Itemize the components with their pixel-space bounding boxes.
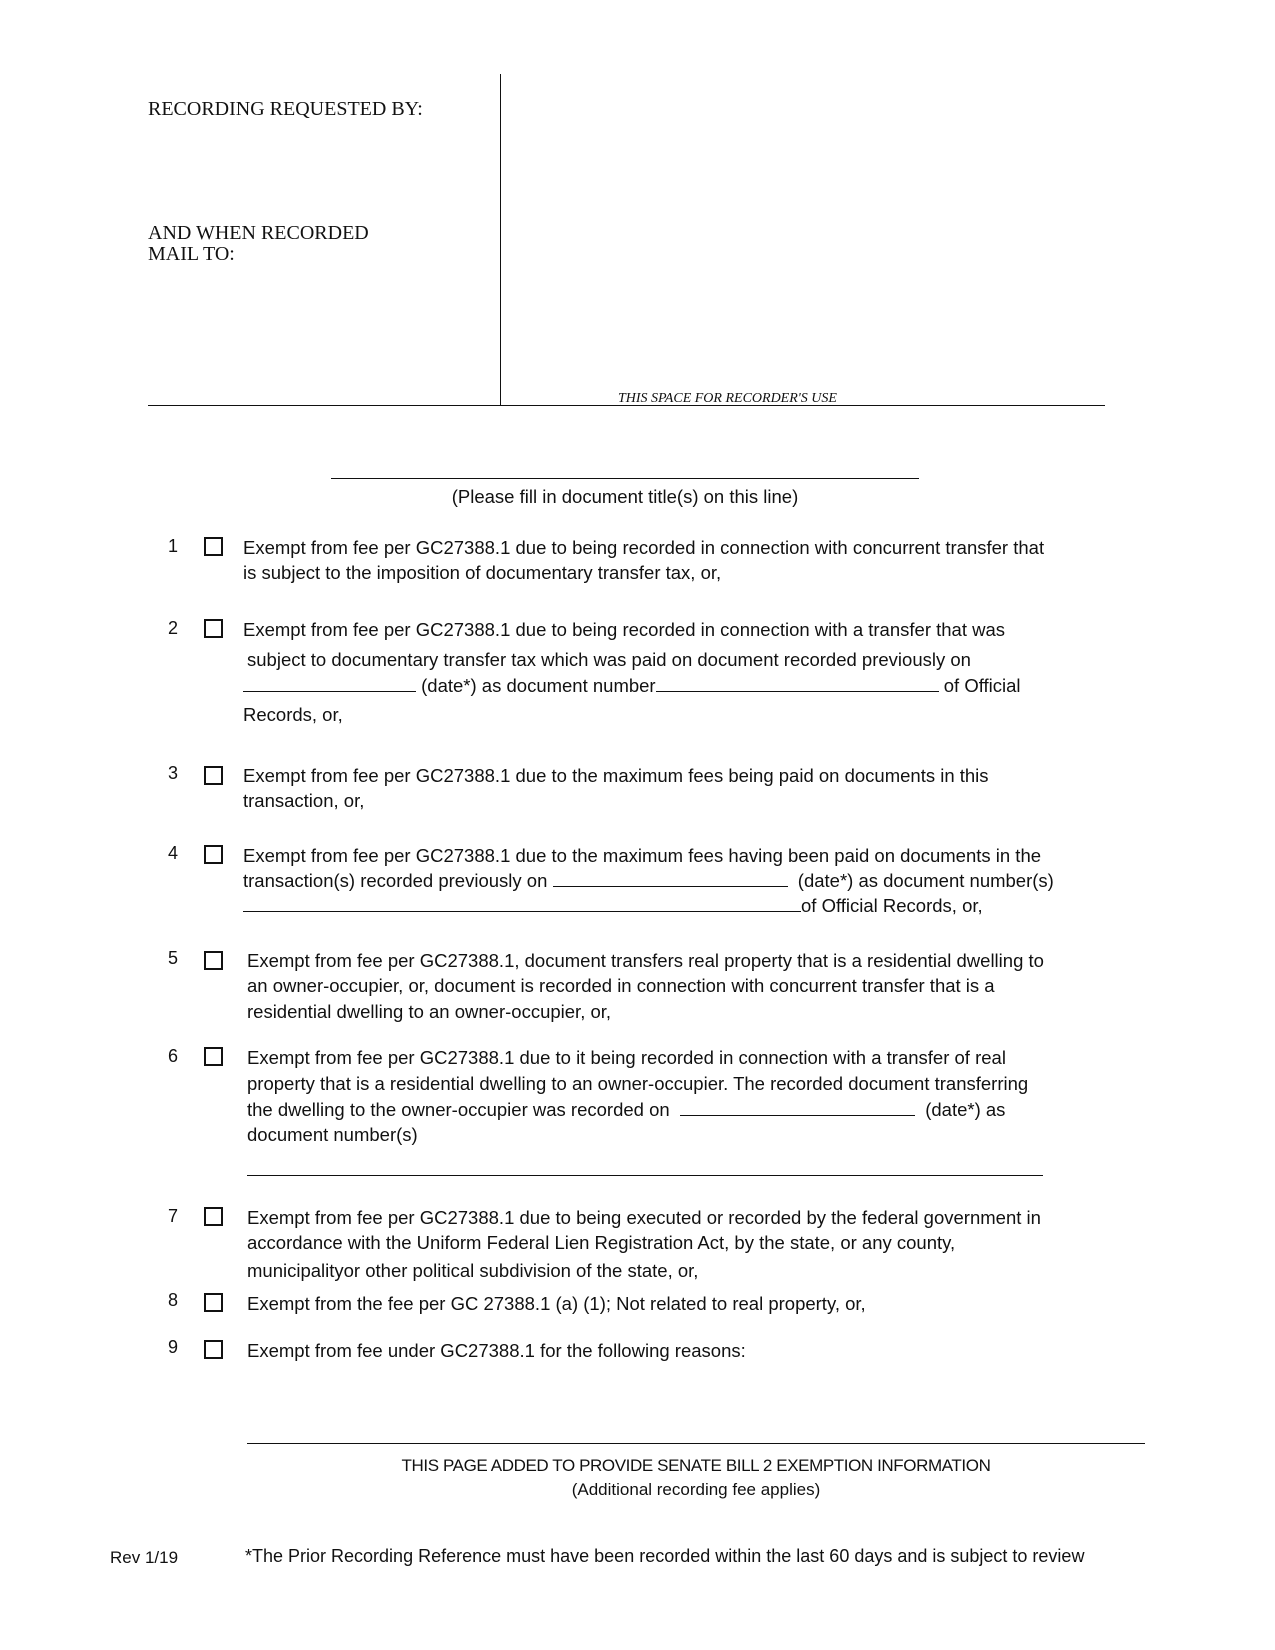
document-title-instruction: (Please fill in document title(s) on this line) xyxy=(451,486,799,507)
item-7-checkbox[interactable] xyxy=(204,1207,223,1226)
when-recorded-label: AND WHEN RECORDED xyxy=(148,222,369,244)
item-4-recorded-previously-label: transaction(s) recorded previously on xyxy=(243,870,548,891)
item-9-text-line1: Exempt from fee under GC27388.1 for the following reasons: xyxy=(247,1340,746,1361)
document-title-line[interactable] xyxy=(331,478,919,479)
item-8-number: 8 xyxy=(168,1290,179,1310)
item-4-date-label: (date*) as document number(s) xyxy=(797,870,1054,891)
item-2-date-label: (date*) as document number xyxy=(421,675,656,696)
item-5-text-line3: residential dwelling to an owner-occupier, or, xyxy=(247,1001,612,1022)
mail-to-label: MAIL TO: xyxy=(148,243,235,265)
item-1-text-line1: Exempt from fee per GC27388.1 due to being recorded in connection with concurrent transfer that xyxy=(243,537,1045,558)
revision-label: Rev 1/19 xyxy=(110,1548,179,1567)
item-4-official-label: of Official Records, or, xyxy=(801,895,983,916)
item-3-checkbox[interactable] xyxy=(204,766,223,785)
item-5-text-line1: Exempt from fee per GC27388.1, document transfers real property that is a residential dwelling to xyxy=(247,950,1044,971)
item-9-checkbox[interactable] xyxy=(204,1340,223,1359)
item-4-text-line3 xyxy=(243,893,983,918)
item-5-checkbox[interactable] xyxy=(204,951,223,970)
item-2-text-line1: Exempt from fee per GC27388.1 due to being recorded in connection with a transfer that was xyxy=(243,619,1006,640)
reasons-line[interactable] xyxy=(247,1443,1145,1444)
recorders-use-label: THIS SPACE FOR RECORDER'S USE xyxy=(618,391,837,406)
item-3-number: 3 xyxy=(168,763,179,783)
item-7-text-line1: Exempt from fee per GC27388.1 due to being executed or recorded by the federal government in xyxy=(247,1207,1041,1228)
footer-notice: THIS PAGE ADDED TO PROVIDE SENATE BILL 2 EXEMPTION INFORMATION xyxy=(401,1456,991,1475)
item-6-date-label: (date*) as xyxy=(925,1099,1006,1120)
footer-fee-note: (Additional recording fee applies) xyxy=(571,1480,821,1499)
recording-requested-by-label: RECORDING REQUESTED BY: xyxy=(148,98,423,120)
item-6-number: 6 xyxy=(168,1046,179,1066)
item-3-text-line1: Exempt from fee per GC27388.1 due to the maximum fees being paid on documents in this xyxy=(243,765,989,786)
item-2-text-line3 xyxy=(243,673,1021,698)
header-divider-vertical xyxy=(500,74,501,406)
item-4-document-number-blank[interactable] xyxy=(243,893,801,912)
item-4-text-line2 xyxy=(243,868,1054,893)
item-4-checkbox[interactable] xyxy=(204,845,223,864)
item-9-number: 9 xyxy=(168,1337,179,1357)
item-6-checkbox[interactable] xyxy=(204,1047,223,1066)
item-2-text-line4: Records, or, xyxy=(243,704,343,725)
item-1-checkbox[interactable] xyxy=(204,537,223,556)
item-6-text-line4: document number(s) xyxy=(247,1124,418,1145)
item-4-text-line1: Exempt from fee per GC27388.1 due to the maximum fees having been paid on documents in the xyxy=(243,845,1042,866)
item-6-text-line2: property that is a residential dwelling to an owner-occupier. The recorded document transferring xyxy=(247,1073,1029,1094)
prior-recording-note: *The Prior Recording Reference must have been recorded within the last 60 days and is subject to review xyxy=(245,1546,1085,1566)
item-6-text-line3 xyxy=(247,1097,1005,1122)
item-6-document-number-blank[interactable] xyxy=(247,1175,1043,1176)
item-7-text-line2: accordance with the Uniform Federal Lien Registration Act, by the state, or any county, xyxy=(247,1232,956,1253)
item-1-number: 1 xyxy=(168,536,179,556)
item-6-recorded-on-label: the dwelling to the owner-occupier was recorded on xyxy=(247,1099,670,1120)
item-4-date-blank[interactable] xyxy=(553,868,788,887)
item-3-text-line2: transaction, or, xyxy=(243,790,365,811)
item-8-checkbox[interactable] xyxy=(204,1293,223,1312)
item-5-number: 5 xyxy=(168,948,179,968)
item-2-number: 2 xyxy=(168,618,179,638)
item-5-text-line2: an owner-occupier, or, document is recorded in connection with concurrent transfer that is a xyxy=(247,975,995,996)
item-6-text-line1: Exempt from fee per GC27388.1 due to it being recorded in connection with a transfer of real xyxy=(247,1047,1006,1068)
item-7-number: 7 xyxy=(168,1206,179,1226)
item-1-text-line2: is subject to the imposition of documentary transfer tax, or, xyxy=(243,562,722,583)
item-2-text-line2: subject to documentary transfer tax which was paid on document recorded previously on xyxy=(247,649,971,670)
item-2-official-label: of Official xyxy=(943,675,1021,696)
item-2-checkbox[interactable] xyxy=(204,619,223,638)
item-2-document-number-blank[interactable] xyxy=(656,673,939,692)
item-6-date-blank[interactable] xyxy=(680,1097,915,1116)
item-7-text-line3: municipalityor other political subdivision of the state, or, xyxy=(247,1260,699,1281)
item-8-text-line1: Exempt from the fee per GC 27388.1 (a) (1); Not related to real property, or, xyxy=(247,1293,866,1314)
item-2-date-blank[interactable] xyxy=(243,673,416,692)
item-4-number: 4 xyxy=(168,843,179,863)
